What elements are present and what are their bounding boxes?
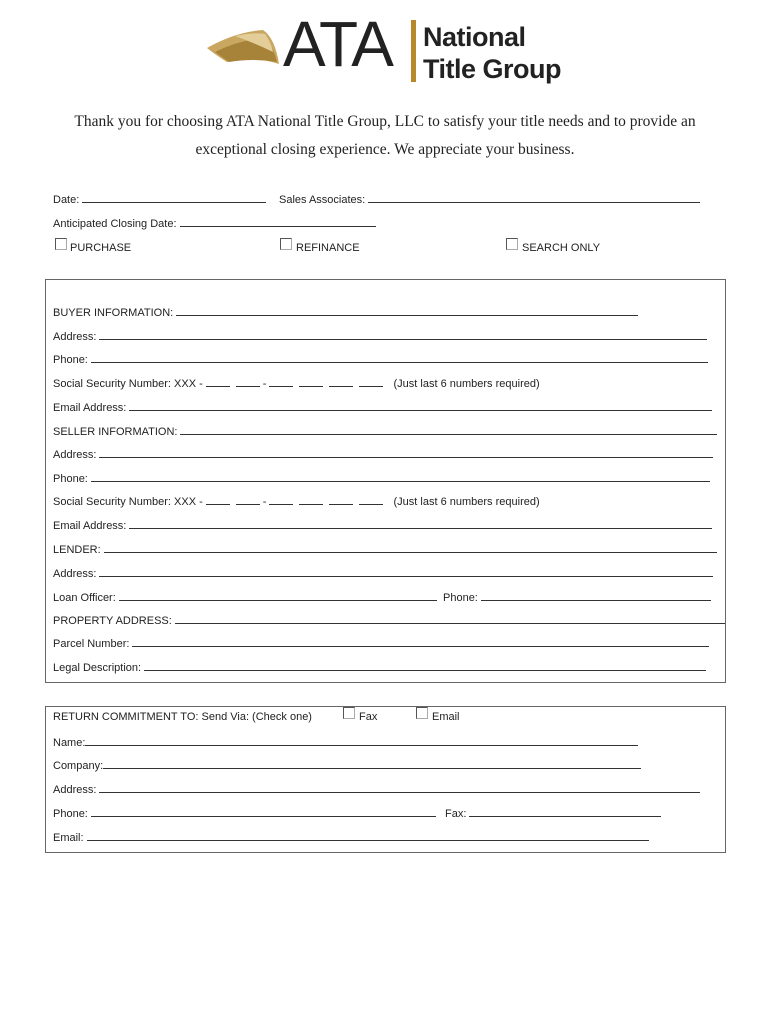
email-checkbox[interactable] <box>416 707 428 719</box>
buyer-email-field[interactable] <box>53 400 712 414</box>
lender-address-label: Address: <box>53 568 97 580</box>
return-fax-line[interactable] <box>469 806 661 817</box>
return-fax-field[interactable] <box>445 806 661 820</box>
parcel-number-field[interactable] <box>53 636 709 650</box>
return-phone-line[interactable] <box>91 806 436 817</box>
fax-option-label: Fax <box>359 711 378 723</box>
loan-officer-field[interactable] <box>53 590 437 604</box>
lender-field[interactable] <box>53 542 717 556</box>
sales-associates-label: Sales Associates: <box>279 194 366 206</box>
logo-divider <box>411 20 416 82</box>
property-address-line[interactable] <box>175 613 725 624</box>
seller-phone-line[interactable] <box>91 471 710 482</box>
lender-address-line[interactable] <box>99 566 713 577</box>
ssn-digit-line[interactable] <box>236 494 260 505</box>
ssn-digit-line[interactable] <box>359 494 383 505</box>
buyer-email-line[interactable] <box>129 400 712 411</box>
return-name-label: Name: <box>53 737 86 749</box>
buyer-info-line[interactable] <box>176 305 638 316</box>
seller-email-line[interactable] <box>129 518 712 529</box>
sales-associates-line[interactable] <box>368 192 700 203</box>
loan-officer-phone-label: Phone: <box>443 592 478 604</box>
buyer-address-line[interactable] <box>99 329 707 340</box>
return-company-field[interactable] <box>53 758 641 772</box>
buyer-email-label: Email Address: <box>53 402 127 414</box>
buyer-phone-label: Phone: <box>53 354 88 366</box>
ssn-note: (Just last 6 numbers required) <box>393 496 540 508</box>
seller-info-line[interactable] <box>180 424 717 435</box>
parcel-number-label: Parcel Number: <box>53 638 130 650</box>
closing-date-line[interactable] <box>180 216 376 227</box>
ssn-digit-line[interactable] <box>206 494 230 505</box>
legal-description-label: Legal Description: <box>53 662 142 674</box>
loan-officer-phone-line[interactable] <box>481 590 711 601</box>
buyer-ssn-field[interactable] <box>53 376 540 390</box>
fax-checkbox[interactable] <box>343 707 355 719</box>
date-field[interactable] <box>53 192 266 206</box>
return-name-line[interactable] <box>85 735 638 746</box>
refinance-label: REFINANCE <box>296 242 360 254</box>
seller-info-label: SELLER INFORMATION: <box>53 426 178 438</box>
seller-email-field[interactable] <box>53 518 712 532</box>
loan-officer-label: Loan Officer: <box>53 592 116 604</box>
closing-date-field[interactable] <box>53 216 376 230</box>
ssn-digit-line[interactable] <box>206 376 230 387</box>
logo-line-1: National <box>423 22 526 52</box>
return-commitment-label: RETURN COMMITMENT TO: Send Via: (Check one) <box>53 711 312 723</box>
ssn-digit-line[interactable] <box>329 494 353 505</box>
intro-line-2: exceptional closing experience. We appreciate your business. <box>195 141 575 158</box>
property-address-field[interactable] <box>53 613 725 627</box>
date-line[interactable] <box>82 192 266 203</box>
closing-date-label: Anticipated Closing Date: <box>53 218 177 230</box>
sales-associates-field[interactable] <box>279 192 700 206</box>
ssn-dash: - <box>262 378 267 390</box>
ssn-digit-line[interactable] <box>269 376 293 387</box>
return-name-field[interactable] <box>53 735 638 749</box>
loan-officer-line[interactable] <box>119 590 437 601</box>
ssn-digit-line[interactable] <box>236 376 260 387</box>
legal-description-field[interactable] <box>53 660 706 674</box>
ssn-digit-line[interactable] <box>329 376 353 387</box>
loan-officer-phone-field[interactable] <box>443 590 711 604</box>
lender-label: LENDER: <box>53 544 101 556</box>
seller-info-field[interactable] <box>53 424 717 438</box>
logo-line-2: Title Group <box>423 54 562 84</box>
email-option-label: Email <box>432 711 460 723</box>
date-label: Date: <box>53 194 80 206</box>
buyer-phone-line[interactable] <box>91 352 708 363</box>
buyer-address-label: Address: <box>53 331 97 343</box>
return-email-label: Email: <box>53 832 84 844</box>
lender-line[interactable] <box>104 542 717 553</box>
seller-ssn-field[interactable] <box>53 494 540 508</box>
return-address-field[interactable] <box>53 782 700 796</box>
return-address-label: Address: <box>53 784 97 796</box>
buyer-info-label: BUYER INFORMATION: <box>53 307 174 319</box>
search-only-checkbox[interactable] <box>506 238 518 250</box>
seller-ssn-label: Social Security Number: XXX - <box>53 496 203 508</box>
ssn-note: (Just last 6 numbers required) <box>393 378 540 390</box>
seller-phone-label: Phone: <box>53 473 88 485</box>
buyer-phone-field[interactable] <box>53 352 708 366</box>
parcel-number-line[interactable] <box>132 636 709 647</box>
seller-address-field[interactable] <box>53 447 713 461</box>
refinance-checkbox[interactable] <box>280 238 292 250</box>
return-address-line[interactable] <box>99 782 700 793</box>
buyer-ssn-label: Social Security Number: XXX - <box>53 378 203 390</box>
intro-line-1: Thank you for choosing ATA National Title Group, LLC to satisfy your title needs and to provide an <box>74 113 696 130</box>
ssn-digit-line[interactable] <box>269 494 293 505</box>
buyer-info-field[interactable] <box>53 305 638 319</box>
return-company-label: Company: <box>53 760 104 772</box>
lender-address-field[interactable] <box>53 566 713 580</box>
ssn-digit-line[interactable] <box>299 494 323 505</box>
ssn-dash: - <box>262 496 267 508</box>
legal-description-line[interactable] <box>144 660 706 671</box>
seller-email-label: Email Address: <box>53 520 127 532</box>
search-only-label: SEARCH ONLY <box>522 242 601 254</box>
purchase-checkbox[interactable] <box>55 238 67 250</box>
seller-address-label: Address: <box>53 449 97 461</box>
return-email-line[interactable] <box>87 830 649 841</box>
seller-address-line[interactable] <box>99 447 713 458</box>
property-address-label: PROPERTY ADDRESS: <box>53 615 172 627</box>
seller-phone-field[interactable] <box>53 471 710 485</box>
buyer-address-field[interactable] <box>53 329 707 343</box>
logo-wordmark: ATA <box>283 8 392 80</box>
return-phone-label: Phone: <box>53 808 88 820</box>
return-fax-label: Fax: <box>445 808 467 820</box>
paper-swoosh-icon <box>205 28 285 72</box>
return-email-field[interactable] <box>53 830 649 844</box>
purchase-label: PURCHASE <box>70 242 132 254</box>
return-phone-field[interactable] <box>53 806 436 820</box>
ssn-digit-line[interactable] <box>299 376 323 387</box>
ssn-digit-line[interactable] <box>359 376 383 387</box>
return-company-line[interactable] <box>103 758 641 769</box>
company-logo <box>205 8 575 90</box>
